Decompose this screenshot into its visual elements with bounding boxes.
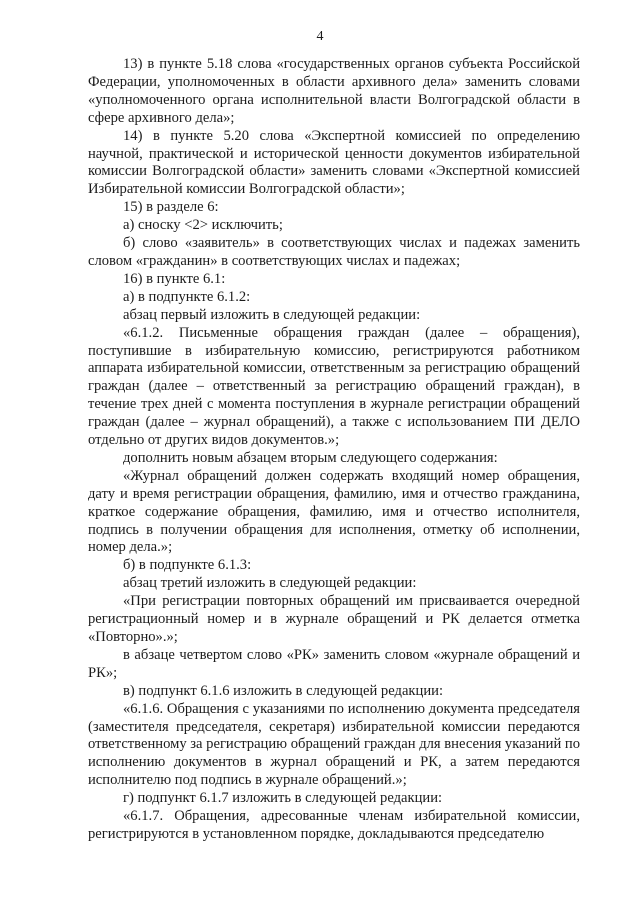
paragraph-quote-6-1-2: «6.1.2. Письменные обращения граждан (далее – обращения), поступившие в избирательную комиссию, регистрируются работником аппарата избирательной комиссии, ответственным за регистрацию обращений граждан (далее – ответственный за регистрацию обращений граждан), в течение трех дней с момента поступления в журнале регистрации обращений граждан (далее – журнал обращений), а также с использованием ПИ ДЕЛО отдельно от других видов документов.»; [88,324,580,449]
paragraph-instruction: абзац первый изложить в следующей редакции: [123,306,421,323]
paragraph-subitem-16a: а) в подпункте 6.1.2: [123,288,251,305]
paragraph-subitem-16b: б) в подпункте 6.1.3: [123,557,252,574]
paragraph-quote-journal: «Журнал обращений должен содержать входящий номер обращения, дату и время регистрации обращения, фамилию, имя и отчество гражданина, краткое содержание обращения, фамилию, имя и отчество исполнителя, подпись в получении обращения для исполнения, отметку об исполнении, номер дела.»; [88,467,580,556]
paragraph-subitem-15a: а) сноску <2> исключить; [123,217,283,234]
paragraph-quote-6-1-6: «6.1.6. Обращения с указаниями по исполнению документа председателя (заместителя председателя, секретаря) избирательной комиссии передаются ответственному за регистрацию обращений граждан для внесения указаний по исполнению документов в журнал обращений и РК, а затем передаются исполнителю под подпись в журнале обращений.»; [88,700,581,789]
paragraph-instruction: в абзаце четвертом слово «РК» заменить словом «журнале обращений и РК»; [88,646,580,681]
paragraph-subitem-15b: б) слово «заявитель» в соответствующих числах и падежах заменить словом «гражданин» в соответствующих числах и падежах; [88,235,580,269]
page-number: 4 [316,29,324,44]
paragraph-subitem-16v: в) подпункт 6.1.6 изложить в следующей редакции: [123,682,443,699]
paragraph-subitem-16g: г) подпункт 6.1.7 изложить в следующей редакции: [123,790,443,807]
paragraph-item-16: 16) в пункте 6.1: [123,270,226,287]
paragraph-quote-6-1-7: «6.1.7. Обращения, адресованные членам избирательной комиссии, регистрируются в установленном порядке, докладываются председателю [88,808,580,842]
paragraph-item-13: 13) в пункте 5.18 слова «государственных органов субъекта Российской Федерации, уполномоченных в области архивного дела» заменить словами «уполномоченного органа исполнительной власти Волгоградской области в сфере архивного дела»; [88,56,580,126]
paragraph-instruction: дополнить новым абзацем вторым следующего содержания: [123,449,498,466]
paragraph-item-15: 15) в разделе 6: [123,199,219,216]
document-body [88,56,580,844]
paragraph-instruction: абзац третий изложить в следующей редакции: [123,575,417,592]
paragraph-item-14: 14) в пункте 5.20 слова «Экспертной комиссией по определению научной, практической и исторической ценности документов избирательной комиссии Волгоградской области» заменить словами «Экспертной комиссией Избирательной комиссии Волгоградской области»; [88,127,580,198]
paragraph-quote-repeat: «При регистрации повторных обращений им присваивается очередной регистрационный номер и в журнале обращений и РК делается отметка «Повторно».»; [88,593,580,645]
